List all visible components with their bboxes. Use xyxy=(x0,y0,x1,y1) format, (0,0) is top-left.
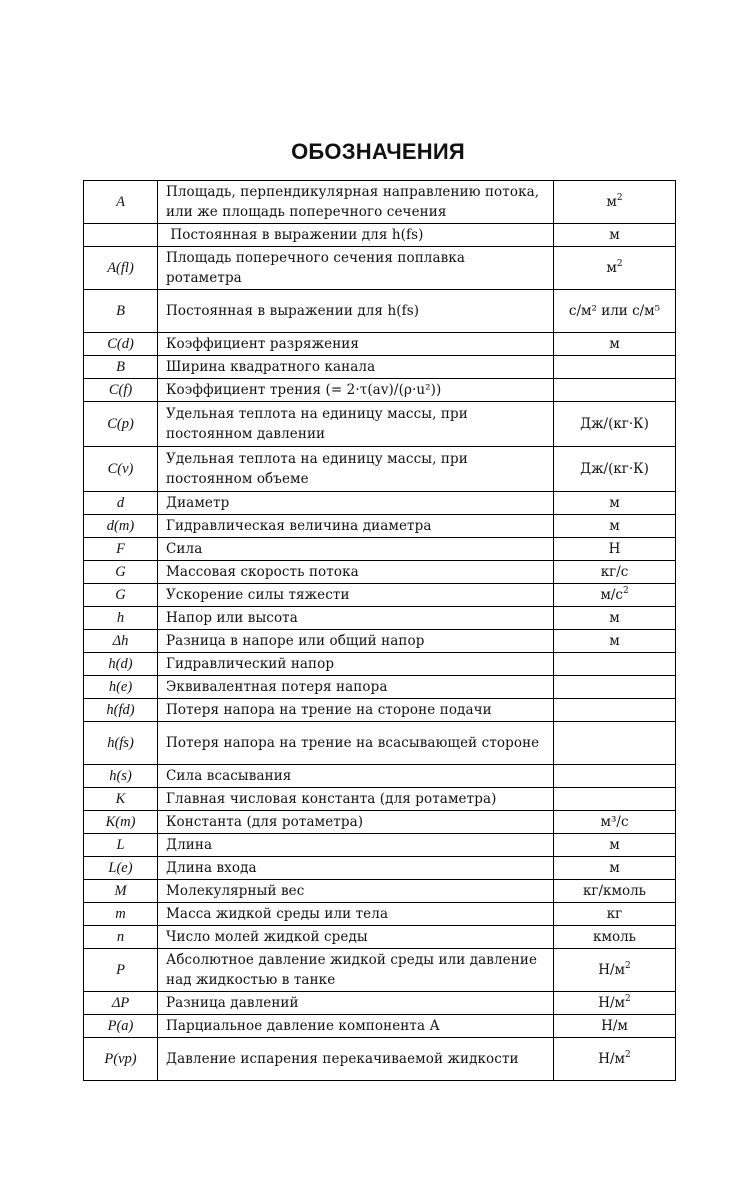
description-cell: Напор или высота xyxy=(158,607,554,630)
unit-text: Дж/(кг·К) xyxy=(580,416,649,432)
description-cell: Ускорение силы тяжести xyxy=(158,584,554,607)
unit-cell xyxy=(554,447,676,492)
unit-cell xyxy=(554,247,676,290)
description-cell: Удельная теплота на единицу массы, при постоянном давлении xyxy=(158,402,554,447)
symbol-cell: C(d) xyxy=(84,333,158,356)
symbol-cell: B xyxy=(84,356,158,379)
unit-text: Н xyxy=(608,541,621,557)
symbol-cell: F xyxy=(84,538,158,561)
table-row xyxy=(84,607,676,630)
symbol-cell: d xyxy=(84,492,158,515)
unit-superscript: 2 xyxy=(625,994,631,1004)
table-row xyxy=(84,379,676,402)
unit-cell xyxy=(554,903,676,926)
unit-text: Н/м xyxy=(598,1051,626,1067)
unit-cell xyxy=(554,834,676,857)
description-cell: Потеря напора на трение на стороне подачи xyxy=(158,699,554,722)
unit-cell xyxy=(554,224,676,247)
description-cell: Давление испарения перекачиваемой жидкости xyxy=(158,1038,554,1081)
table-row xyxy=(84,788,676,811)
table-row xyxy=(84,653,676,676)
symbol-cell: Δh xyxy=(84,630,158,653)
unit-superscript: 2 xyxy=(616,259,623,269)
table-row xyxy=(84,699,676,722)
unit-cell xyxy=(554,653,676,676)
unit-cell xyxy=(554,926,676,949)
symbol-cell: L(e) xyxy=(84,857,158,880)
symbol-cell: A xyxy=(84,181,158,224)
table-row xyxy=(84,1015,676,1038)
unit-cell xyxy=(554,333,676,356)
description-cell: Постоянная в выражении для h(fs) xyxy=(158,224,554,247)
table-row xyxy=(84,333,676,356)
unit-cell xyxy=(554,992,676,1015)
unit-cell xyxy=(554,765,676,788)
unit-text: м xyxy=(609,518,620,534)
unit-text: м xyxy=(609,633,620,649)
table-row xyxy=(84,356,676,379)
symbol-cell: P(a) xyxy=(84,1015,158,1038)
description-cell: Разница давлений xyxy=(158,992,554,1015)
table-row xyxy=(84,1038,676,1081)
description-cell: Постоянная в выражении для h(fs) xyxy=(158,290,554,333)
description-cell: Молекулярный вес xyxy=(158,880,554,903)
description-cell: Число молей жидкой среды xyxy=(158,926,554,949)
symbol-cell: P(vp) xyxy=(84,1038,158,1081)
symbol-cell: h(fs) xyxy=(84,722,158,765)
table-row xyxy=(84,992,676,1015)
unit-text: Дж/(кг·К) xyxy=(580,461,649,477)
unit-cell xyxy=(554,630,676,653)
description-cell: Ширина квадратного канала xyxy=(158,356,554,379)
unit-text: м xyxy=(609,610,620,626)
table-row xyxy=(84,561,676,584)
description-cell: Коэффициент разряжения xyxy=(158,333,554,356)
unit-superscript: 2 xyxy=(625,961,631,971)
symbol-cell: h(e) xyxy=(84,676,158,699)
table-row xyxy=(84,903,676,926)
table-row xyxy=(84,492,676,515)
table-row xyxy=(84,402,676,447)
unit-cell xyxy=(554,515,676,538)
unit-cell xyxy=(554,356,676,379)
unit-text: кг xyxy=(606,906,623,922)
unit-text: кмоль xyxy=(593,929,636,945)
table-row xyxy=(84,834,676,857)
symbol-cell: G xyxy=(84,584,158,607)
symbol-cell: A(fl) xyxy=(84,247,158,290)
unit-text: м xyxy=(609,336,620,352)
symbol-cell: C(f) xyxy=(84,379,158,402)
symbol-cell: h(d) xyxy=(84,653,158,676)
unit-cell xyxy=(554,699,676,722)
unit-cell xyxy=(554,722,676,765)
table-row xyxy=(84,515,676,538)
unit-cell xyxy=(554,1038,676,1081)
description-cell: Парциальное давление компонента А xyxy=(158,1015,554,1038)
description-cell: Масса жидкой среды или тела xyxy=(158,903,554,926)
symbol-cell: h xyxy=(84,607,158,630)
unit-text: кг/с xyxy=(600,564,629,580)
page-title: ОБОЗНАЧЕНИЯ xyxy=(291,139,465,164)
symbol-cell: h(s) xyxy=(84,765,158,788)
unit-text: Н/м xyxy=(598,962,626,978)
table-row xyxy=(84,765,676,788)
unit-cell xyxy=(554,949,676,992)
symbol-cell: m xyxy=(84,903,158,926)
symbol-cell: P xyxy=(84,949,158,992)
unit-cell xyxy=(554,492,676,515)
unit-cell xyxy=(554,1015,676,1038)
description-cell: Эквивалентная потеря напора xyxy=(158,676,554,699)
description-cell: Главная числовая константа (для ротаметра) xyxy=(158,788,554,811)
unit-text: м xyxy=(609,227,620,243)
symbol-cell: L xyxy=(84,834,158,857)
symbol-cell: C(v) xyxy=(84,447,158,492)
description-cell: Диаметр xyxy=(158,492,554,515)
unit-cell xyxy=(554,857,676,880)
table-row xyxy=(84,949,676,992)
description-cell: Сила xyxy=(158,538,554,561)
unit-cell xyxy=(554,607,676,630)
unit-cell xyxy=(554,880,676,903)
unit-cell xyxy=(554,402,676,447)
symbol-cell: n xyxy=(84,926,158,949)
table-row xyxy=(84,290,676,333)
unit-text: м xyxy=(609,860,620,876)
description-cell: Коэффициент трения (= 2·τ(av)/(ρ·u²)) xyxy=(158,379,554,402)
table-row xyxy=(84,247,676,290)
table-row xyxy=(84,722,676,765)
unit-superscript: 2 xyxy=(625,1050,631,1060)
unit-text: кг/кмоль xyxy=(582,883,647,899)
table-row xyxy=(84,926,676,949)
table-row xyxy=(84,584,676,607)
table-row xyxy=(84,538,676,561)
unit-cell xyxy=(554,538,676,561)
symbol-cell: K(m) xyxy=(84,811,158,834)
description-cell: Константа (для ротаметра) xyxy=(158,811,554,834)
symbol-cell: ΔP xyxy=(84,992,158,1015)
description-cell: Абсолютное давление жидкой среды или давление над жидкостью в танке xyxy=(158,949,554,992)
description-cell: Гидравлический напор xyxy=(158,653,554,676)
unit-cell xyxy=(554,788,676,811)
symbol-cell: C(p) xyxy=(84,402,158,447)
unit-cell xyxy=(554,811,676,834)
table-row xyxy=(84,630,676,653)
table-row xyxy=(84,181,676,224)
table-row xyxy=(84,676,676,699)
unit-text: Н/м xyxy=(601,1018,628,1034)
unit-cell xyxy=(554,290,676,333)
table-row xyxy=(84,224,676,247)
symbol-cell: d(m) xyxy=(84,515,158,538)
unit-text: м xyxy=(606,194,617,210)
unit-superscript: 2 xyxy=(616,193,623,203)
description-cell: Удельная теплота на единицу массы, при постоянном объеме xyxy=(158,447,554,492)
symbol-cell: M xyxy=(84,880,158,903)
symbol-cell: B xyxy=(84,290,158,333)
symbol-cell: h(fd) xyxy=(84,699,158,722)
description-cell: Потеря напора на трение на всасывающей стороне xyxy=(158,722,554,765)
unit-cell xyxy=(554,379,676,402)
unit-text: м xyxy=(609,837,620,853)
table-row xyxy=(84,857,676,880)
unit-cell xyxy=(554,181,676,224)
notation-table xyxy=(83,180,676,1081)
table-row xyxy=(84,880,676,903)
unit-cell xyxy=(554,676,676,699)
description-cell: Сила всасывания xyxy=(158,765,554,788)
unit-text: м xyxy=(606,260,617,276)
unit-text: с/м² или с/м⁵ xyxy=(568,303,661,319)
table-row xyxy=(84,447,676,492)
unit-text: м³/с xyxy=(600,814,629,830)
description-cell: Длина xyxy=(158,834,554,857)
symbol-cell xyxy=(84,224,158,247)
unit-text: м/с xyxy=(600,587,623,603)
unit-superscript: 2 xyxy=(622,586,629,596)
description-cell: Длина входа xyxy=(158,857,554,880)
unit-cell xyxy=(554,561,676,584)
unit-text: м xyxy=(609,495,620,511)
description-cell: Площадь, перпендикулярная направлению потока, или же площадь поперечного сечения xyxy=(158,181,554,224)
description-cell: Площадь поперечного сечения поплавка ротаметра xyxy=(158,247,554,290)
unit-text: Н/м xyxy=(598,995,626,1011)
description-cell: Гидравлическая величина диаметра xyxy=(158,515,554,538)
symbol-cell: G xyxy=(84,561,158,584)
description-cell: Массовая скорость потока xyxy=(158,561,554,584)
symbol-cell: K xyxy=(84,788,158,811)
table-row xyxy=(84,811,676,834)
unit-cell xyxy=(554,584,676,607)
description-cell: Разница в напоре или общий напор xyxy=(158,630,554,653)
